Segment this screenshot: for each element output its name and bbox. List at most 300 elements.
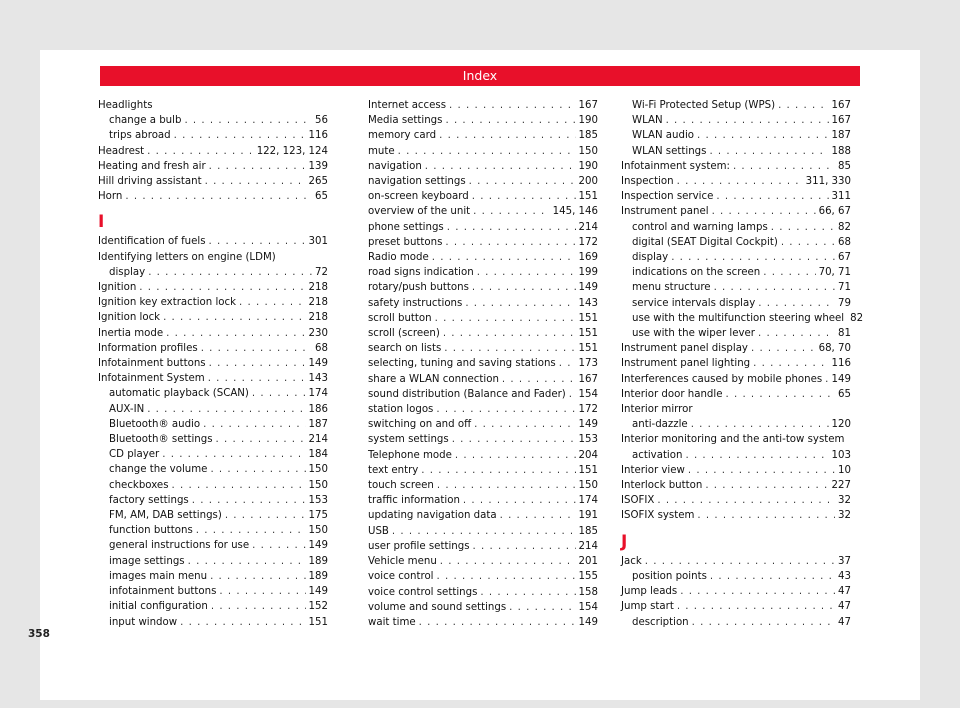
index-term: Infotainment system: (621, 160, 730, 172)
dot-leader (671, 250, 835, 265)
dot-leader (758, 296, 835, 311)
dot-leader (440, 554, 576, 569)
dot-leader (147, 144, 254, 159)
page-reference: 190 (578, 115, 598, 127)
dot-leader (139, 280, 305, 295)
index-entry (368, 250, 598, 265)
dot-leader (677, 599, 835, 614)
dot-leader (239, 295, 306, 310)
index-subentry (98, 447, 328, 462)
index-term: Bluetooth® audio (109, 418, 201, 430)
dot-leader (252, 386, 306, 401)
index-entry (368, 144, 598, 159)
page-reference: 227 (831, 480, 851, 492)
page-reference: 150 (578, 480, 598, 492)
index-term: voice control (368, 571, 434, 583)
index-term: trips abroad (109, 130, 171, 142)
dot-leader (758, 326, 835, 341)
page-reference: 214 (578, 221, 598, 233)
index-subentry (98, 615, 328, 630)
index-term: use with the multifunction steering wheel (632, 312, 845, 324)
dot-leader (203, 417, 305, 432)
page-reference: 311 (831, 191, 851, 203)
index-entry (368, 356, 598, 371)
page-reference: 85 (838, 160, 851, 172)
index-entry (368, 524, 598, 539)
index-entry (368, 463, 598, 478)
index-entry (368, 128, 598, 143)
index-term: volume and sound settings (368, 601, 507, 613)
dot-leader (439, 128, 575, 143)
index-entry (368, 235, 598, 250)
index-term: digital (SEAT Digital Cockpit) (632, 236, 778, 248)
dot-leader (680, 584, 835, 599)
index-term: Radio mode (368, 252, 429, 264)
dot-leader (205, 174, 306, 189)
page-reference: 82 (838, 221, 851, 233)
index-term: system settings (368, 434, 449, 446)
dot-leader (509, 600, 575, 615)
index-entry (368, 508, 598, 523)
dot-leader (825, 372, 828, 387)
page-reference: 70, 71 (818, 267, 851, 279)
page-reference: 150 (308, 479, 328, 491)
dot-leader (666, 113, 829, 128)
index-entry (368, 554, 598, 569)
dot-leader (437, 478, 576, 493)
index-page (28, 50, 920, 700)
dot-leader (691, 417, 829, 432)
page-reference: 150 (308, 464, 328, 476)
index-subentry (621, 220, 851, 235)
index-term: Bluetooth® settings (109, 434, 213, 446)
index-term: display (109, 266, 146, 278)
index-subentry (621, 113, 851, 128)
dot-leader (125, 189, 312, 204)
dot-leader (188, 554, 306, 569)
index-subentry (98, 508, 328, 523)
dot-leader (710, 569, 835, 584)
page-reference: 204 (578, 449, 598, 461)
page-reference: 65 (315, 191, 328, 203)
page-reference: 187 (831, 130, 851, 142)
index-term: traffic information (368, 495, 460, 507)
index-term: Media settings (368, 115, 443, 127)
page-reference: 116 (308, 130, 328, 142)
index-term: service intervals display (632, 297, 756, 309)
dot-leader (725, 387, 835, 402)
dot-leader (201, 341, 312, 356)
index-subentry (98, 128, 328, 143)
index-subentry (621, 296, 851, 311)
index-entry (621, 174, 851, 189)
page-reference: 152 (308, 601, 328, 613)
dot-leader (688, 463, 835, 478)
index-entry (368, 311, 598, 326)
index-term: Wi-Fi Protected Setup (WPS) (632, 100, 776, 111)
page-reference: 56 (315, 115, 328, 127)
page-reference: 186 (308, 403, 328, 415)
index-entry (621, 341, 851, 356)
index-term: navigation settings (368, 176, 466, 188)
page-reference: 47 (838, 601, 851, 613)
index-term: images main menu (109, 570, 208, 582)
index-term: Vehicle menu (368, 556, 437, 568)
dot-leader (392, 524, 576, 539)
dot-leader (692, 615, 835, 630)
dot-leader (559, 356, 576, 371)
index-entry (98, 356, 328, 371)
index-subentry (621, 615, 851, 630)
index-term: display (632, 252, 669, 264)
dot-leader (398, 144, 576, 159)
page-reference: 68, 70 (818, 343, 851, 355)
index-term: Jack (621, 555, 642, 567)
page-reference: 174 (578, 495, 598, 507)
dot-leader (480, 585, 575, 600)
dot-leader (709, 144, 828, 159)
page-reference: 214 (578, 540, 598, 552)
index-term: memory card (368, 130, 437, 142)
index-column-3 (621, 98, 864, 630)
index-entry (368, 372, 598, 387)
index-entry (368, 326, 598, 341)
dot-leader (148, 265, 312, 280)
page-reference: 149 (578, 419, 598, 431)
index-subentry (98, 523, 328, 538)
index-group-heading: Headlights (98, 100, 153, 111)
dot-leader (445, 235, 575, 250)
page-reference: 167 (578, 373, 598, 385)
page-reference: 218 (308, 297, 328, 309)
dot-leader (465, 296, 575, 311)
index-entry (98, 295, 328, 310)
page-reference: 79 (838, 297, 851, 309)
page-reference: 150 (308, 525, 328, 537)
dot-leader (771, 220, 835, 235)
dot-leader (211, 599, 306, 614)
page-reference: 151 (578, 328, 598, 340)
index-subentry (621, 569, 851, 584)
index-subentry (98, 554, 328, 569)
index-entry (368, 417, 598, 432)
index-entry (368, 113, 598, 128)
index-entry (368, 539, 598, 554)
page-reference: 187 (308, 418, 328, 430)
dot-leader (472, 189, 576, 204)
index-term: Instrument panel lighting (621, 358, 751, 370)
dot-leader (419, 615, 576, 630)
dot-leader (184, 113, 312, 128)
dot-leader (569, 387, 576, 402)
page-reference: 71 (838, 282, 851, 294)
page-reference: 153 (308, 494, 328, 506)
page-reference: 37 (838, 555, 851, 567)
dot-leader (210, 462, 305, 477)
index-entry (621, 599, 851, 614)
dot-leader (697, 128, 829, 143)
index-term: Interior view (621, 464, 685, 476)
index-subentry (621, 265, 851, 280)
dot-leader (166, 326, 305, 341)
index-entry (98, 189, 328, 204)
index-letter-heading: I (98, 212, 105, 233)
index-term: preset buttons (368, 236, 443, 248)
index-term: voice control settings (368, 586, 478, 598)
index-entry (621, 463, 851, 478)
index-term: Information profiles (98, 342, 198, 354)
index-term: activation (632, 449, 683, 461)
dot-leader (425, 159, 576, 174)
dot-leader (500, 508, 576, 523)
index-term: Jump leads (621, 586, 678, 598)
index-entry (98, 326, 328, 341)
index-term: ISOFIX (621, 495, 655, 507)
page-reference: 143 (308, 373, 328, 385)
index-term: scroll button (368, 312, 432, 324)
index-term: wait time (368, 616, 416, 628)
index-entry (368, 569, 598, 584)
index-term: input window (109, 616, 178, 628)
index-entry (621, 478, 851, 493)
page-reference: 167 (578, 100, 598, 111)
index-group-heading: Interior mirror (621, 404, 693, 416)
page-reference: 218 (308, 282, 328, 294)
index-term: infotainment buttons (109, 586, 217, 598)
index-subentry (621, 235, 851, 250)
index-entry (368, 280, 598, 295)
index-entry (368, 478, 598, 493)
index-term: Hill driving assistant (98, 176, 202, 188)
page-reference: 154 (578, 388, 598, 400)
page-reference: 301 (308, 236, 328, 248)
index-term: selecting, tuning and saving stations (368, 358, 556, 370)
page-reference: 122, 123, 124 (256, 145, 328, 157)
index-term: Inspection (621, 176, 674, 188)
dot-leader (208, 371, 306, 386)
index-subentry (621, 128, 851, 143)
dot-leader (714, 280, 835, 295)
index-term: Internet access (368, 100, 447, 111)
index-term: text entry (368, 464, 419, 476)
index-group-heading: Identifying letters on engine (LDM) (98, 251, 276, 263)
index-term: station logos (368, 404, 434, 416)
dot-leader (219, 584, 305, 599)
index-subentry (98, 538, 328, 553)
index-term: anti-dazzle (632, 419, 688, 431)
index-term: ISOFIX system (621, 510, 695, 522)
index-entry (368, 296, 598, 311)
index-group-heading: Interior monitoring and the anti-tow system (621, 434, 845, 446)
index-entry (368, 448, 598, 463)
dot-leader (192, 493, 306, 508)
index-column-1 (98, 98, 328, 630)
page-reference: 143 (578, 297, 598, 309)
dot-leader (437, 569, 576, 584)
index-subentry (98, 462, 328, 477)
dot-leader (172, 478, 306, 493)
page-reference: 66, 67 (818, 206, 851, 218)
dot-leader (210, 569, 305, 584)
index-term: indications on the screen (632, 267, 761, 279)
dot-leader (435, 311, 576, 326)
dot-leader (473, 204, 549, 219)
index-term: overview of the unit (368, 206, 471, 218)
page-reference: 199 (578, 267, 598, 279)
dot-leader (477, 265, 576, 280)
index-entry (621, 204, 851, 219)
index-term: Interferences caused by mobile phones (621, 373, 823, 385)
dot-leader (472, 280, 576, 295)
page-reference: 145, 146 (552, 206, 598, 218)
page-reference: 174 (308, 388, 328, 400)
page-reference: 184 (308, 449, 328, 461)
index-term: updating navigation data (368, 510, 497, 522)
index-term: Heating and fresh air (98, 160, 206, 172)
page-reference: 167 (831, 100, 851, 111)
index-subentry (98, 402, 328, 417)
index-term: mute (368, 145, 395, 157)
dot-leader (252, 538, 305, 553)
page-reference: 189 (308, 570, 328, 582)
index-entry (368, 159, 598, 174)
page-number: 358 (28, 628, 50, 640)
index-term: use with the wiper lever (632, 328, 755, 340)
index-term: Infotainment buttons (98, 358, 206, 370)
page-reference: 172 (578, 236, 598, 248)
page-reference: 214 (308, 434, 328, 446)
index-entry (368, 493, 598, 508)
page-reference: 311, 330 (805, 176, 851, 188)
page-reference: 149 (308, 358, 328, 370)
page-reference: 173 (578, 358, 598, 370)
index-term: change the volume (109, 464, 208, 476)
index-subentry (621, 326, 851, 341)
index-subentry (98, 584, 328, 599)
dot-leader (712, 204, 816, 219)
page-reference: 149 (308, 540, 328, 552)
dot-leader (209, 234, 306, 249)
dot-leader (474, 417, 575, 432)
index-term: Jump start (621, 601, 674, 613)
index-entry (368, 341, 598, 356)
dot-leader (502, 372, 576, 387)
dot-leader (452, 432, 576, 447)
index-term: Infotainment System (98, 373, 205, 385)
index-term: Ignition (98, 282, 137, 294)
index-term: Identification of fuels (98, 236, 206, 248)
index-entry (621, 493, 851, 508)
page-reference: 10 (838, 464, 851, 476)
index-term: automatic playback (SCAN) (109, 388, 249, 400)
page-reference: 265 (308, 176, 328, 188)
index-entry (368, 585, 598, 600)
index-term: on-screen keyboard (368, 191, 469, 203)
index-subentry (621, 417, 851, 432)
page-reference: 47 (838, 616, 851, 628)
page-reference: 151 (308, 616, 328, 628)
dot-leader (209, 159, 306, 174)
index-term: WLAN (632, 115, 663, 127)
dot-leader (645, 554, 835, 569)
index-term: CD player (109, 449, 160, 461)
page-reference: 189 (308, 555, 328, 567)
dot-leader (677, 174, 803, 189)
page-reference: 32 (838, 495, 851, 507)
page-reference: 72 (315, 266, 328, 278)
index-term: menu structure (632, 282, 711, 294)
index-entry (621, 356, 851, 371)
index-entry (621, 584, 851, 599)
index-term: Horn (98, 191, 123, 203)
page-reference: 155 (578, 571, 598, 583)
index-subentry (98, 113, 328, 128)
index-term: control and warning lamps (632, 221, 768, 233)
index-entry (621, 159, 851, 174)
index-term: WLAN audio (632, 130, 695, 142)
page-header: Index (100, 66, 860, 86)
page-reference: 32 (838, 510, 851, 522)
page-reference: 149 (831, 373, 851, 385)
page-reference: 185 (578, 525, 598, 537)
page-reference: 149 (578, 282, 598, 294)
index-entry (621, 508, 851, 523)
dot-leader (751, 341, 816, 356)
page-reference: 201 (578, 556, 598, 568)
page-reference: 149 (578, 616, 598, 628)
index-term: Headrest (98, 145, 145, 157)
page-reference: 151 (578, 312, 598, 324)
page-reference: 151 (578, 464, 598, 476)
dot-leader (685, 448, 828, 463)
index-term: sound distribution (Balance and Fader) (368, 388, 566, 400)
page-reference: 68 (838, 236, 851, 248)
index-entry (368, 402, 598, 417)
index-term: user profile settings (368, 540, 470, 552)
dot-leader (225, 508, 306, 523)
index-term: function buttons (109, 525, 193, 537)
index-entry (368, 432, 598, 447)
index-subentry (98, 432, 328, 447)
index-entry (368, 174, 598, 189)
page-reference: 139 (308, 160, 328, 172)
dot-leader (763, 265, 815, 280)
page-reference: 185 (578, 130, 598, 142)
page-reference: 167 (831, 115, 851, 127)
index-entry (98, 159, 328, 174)
index-subentry (621, 98, 851, 113)
page-reference: 67 (838, 252, 851, 264)
index-subentry (98, 265, 328, 280)
index-term: Interior door handle (621, 388, 723, 400)
page-reference: 200 (578, 176, 598, 188)
index-entry (621, 554, 851, 569)
dot-leader (209, 356, 306, 371)
index-term: image settings (109, 555, 185, 567)
index-term: phone settings (368, 221, 444, 233)
page-reference: 188 (831, 145, 851, 157)
index-entry (368, 204, 598, 219)
index-term: AUX-IN (109, 403, 145, 415)
index-term: WLAN settings (632, 145, 707, 157)
dot-leader (162, 447, 305, 462)
dot-leader (445, 113, 575, 128)
dot-leader (216, 432, 306, 447)
index-term: FM, AM, DAB settings) (109, 510, 222, 522)
page-reference: 151 (578, 343, 598, 355)
index-subentry (98, 493, 328, 508)
index-entry (98, 371, 328, 386)
